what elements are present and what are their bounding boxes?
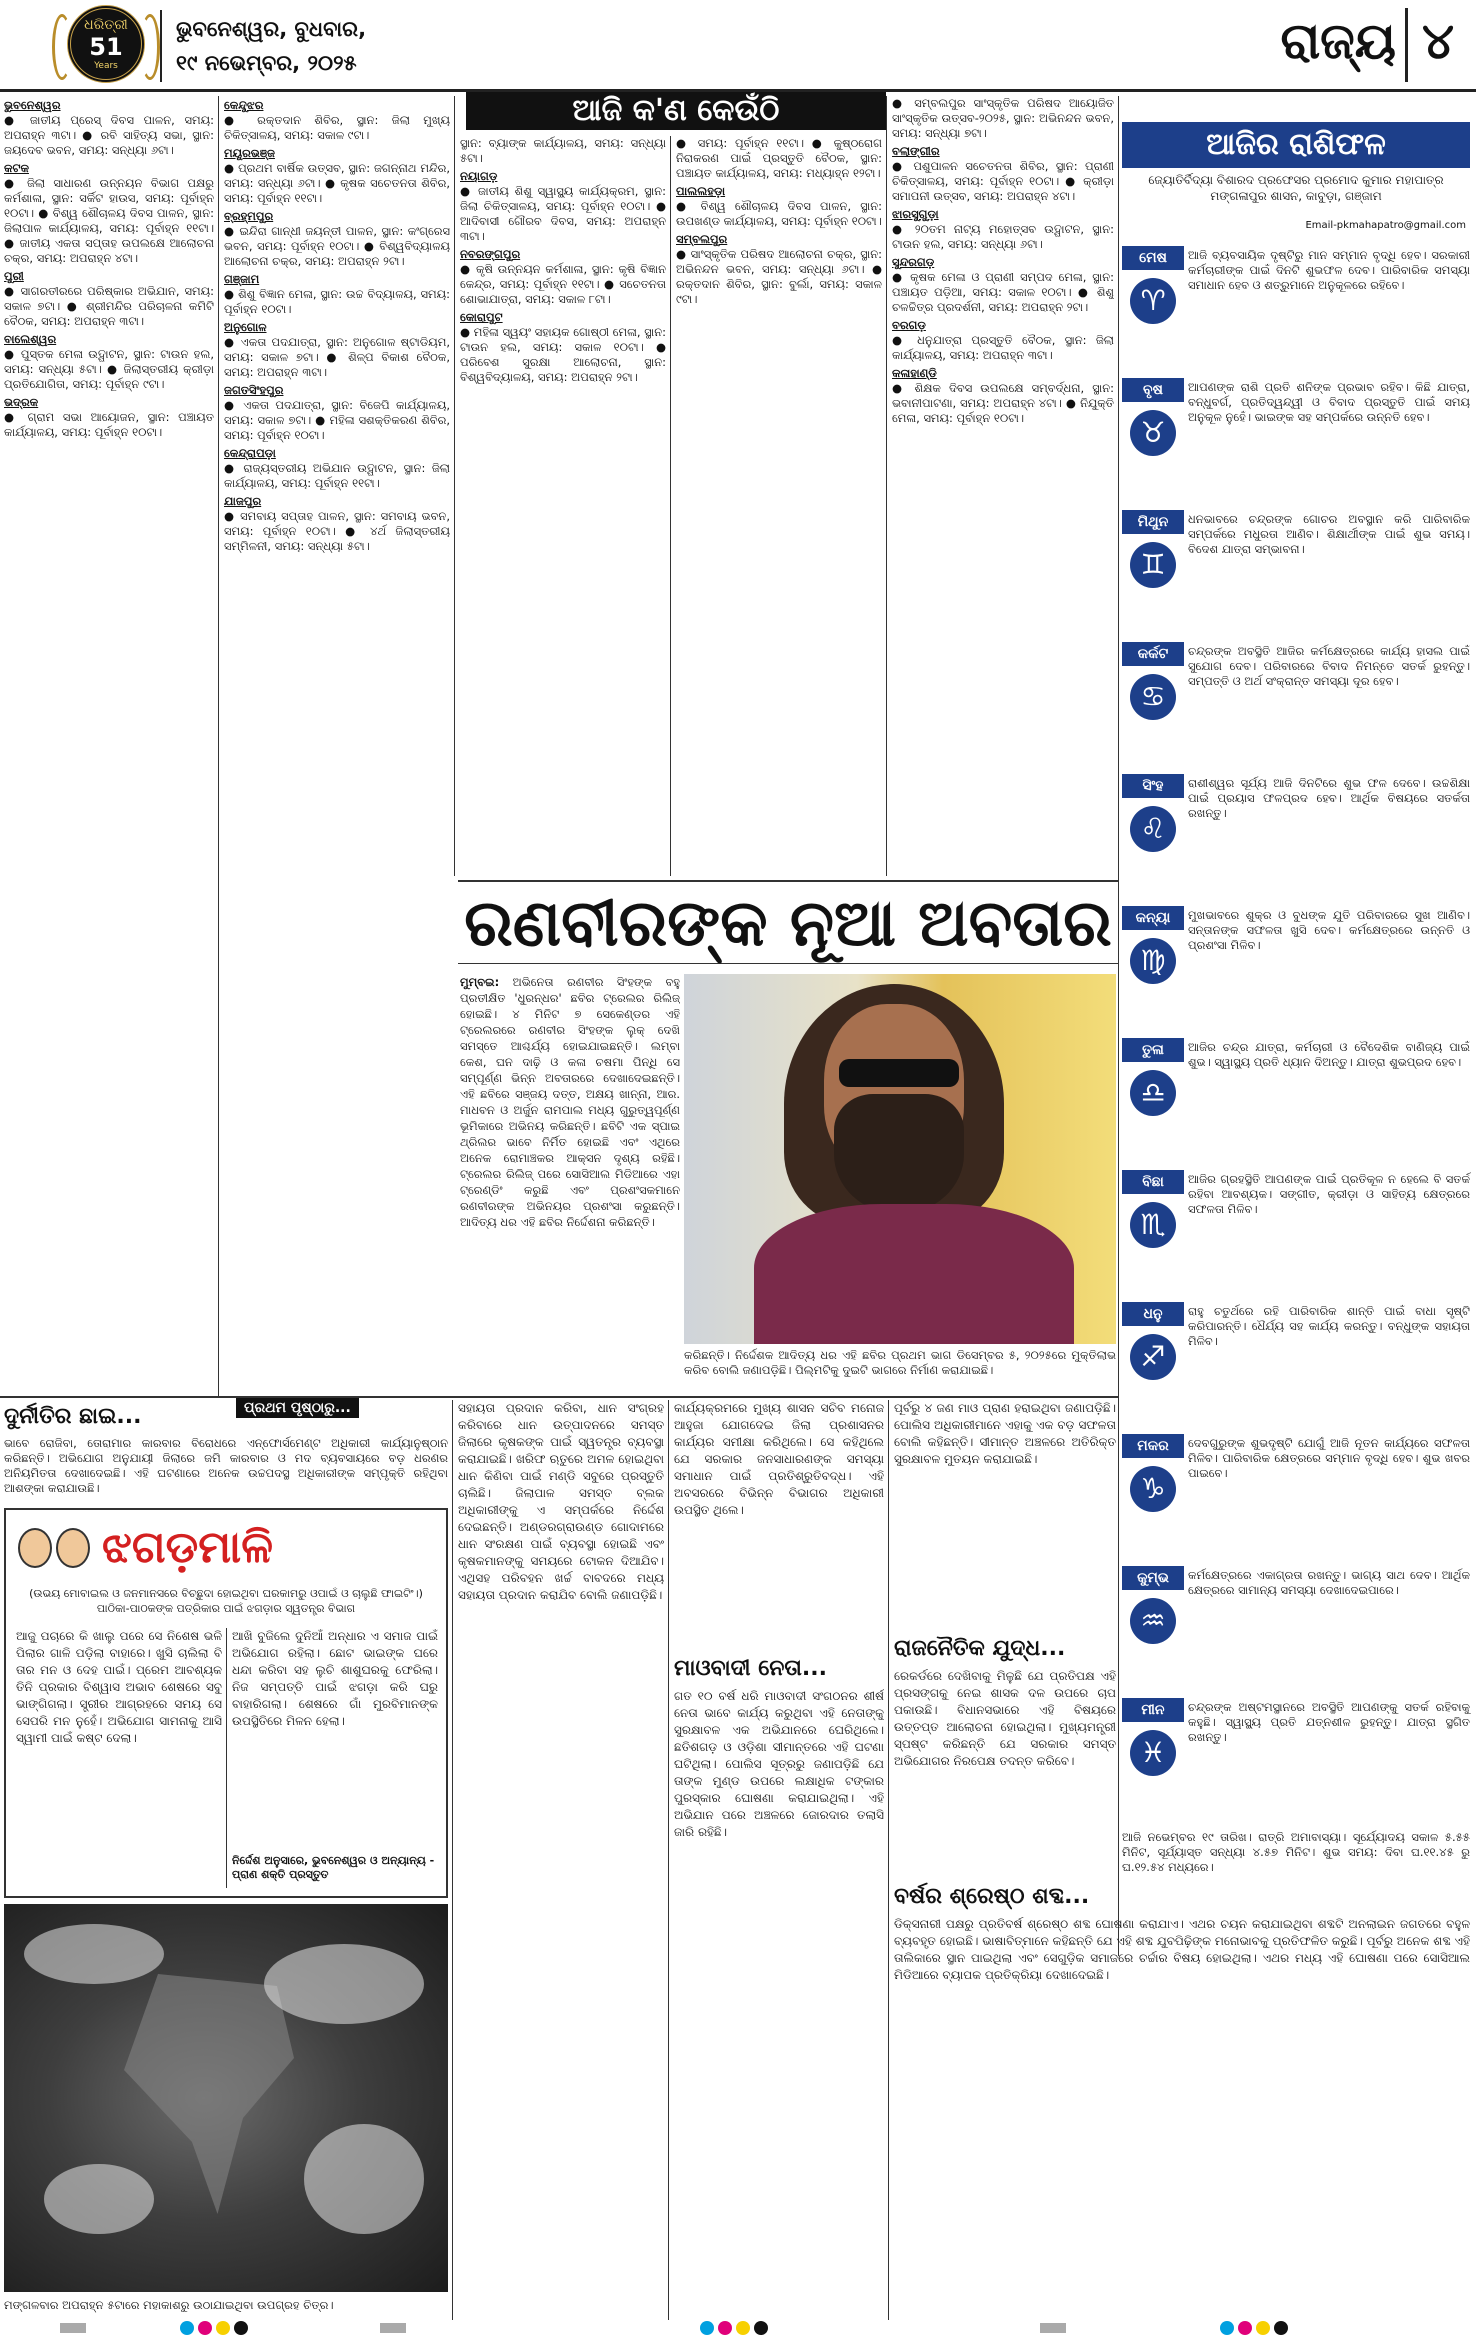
black-mark — [754, 2321, 768, 2335]
event-listing: ● ଗ୍ରାମ ସଭା ଆୟୋଜନ, ସ୍ଥାନ: ପଞ୍ଚାୟତ କାର୍ଯ୍ୟାଳୟ, ସମୟ: ପୂର୍ବାହ୍ନ ୧୦ଟା। — [4, 410, 214, 439]
event-listing: ● ଏକତା ପଦଯାତ୍ରା, ସ୍ଥାନ: ବିଜେପି କାର୍ଯ୍ୟାଳୟ, ସମୟ: ସକାଳ ୭ଟା। ● ମହିଳା ସଶକ୍ତିକରଣ ଶିବିର, ସମୟ: ପୂର୍ବାହ୍ନ ୧୦ଟା। — [224, 398, 450, 442]
divider — [1405, 8, 1408, 82]
print-registration-bar — [0, 2318, 1476, 2339]
zodiac-entry — [1122, 510, 1470, 636]
lower-column-c: ପୂର୍ବରୁ ୪ ଜଣ ମାଓ ପ୍ରାଣ ହରାଇଥିବା ଜଣାପଡ଼ିଛି। ପୋଲିସ ଅଧିକାରୀମାନେ ଏହାକୁ ଏକ ବଡ଼ ସଫଳତା ବୋଲି କହିଛନ୍ତି। ସୀମାନ୍ତ ଅଞ୍ଚଳରେ ଅତିରିକ୍ତ ସୁରକ୍ଷାବଳ ମୁତୟନ କରାଯାଇଛି। — [894, 1401, 1116, 1466]
laurel-icon — [52, 14, 72, 80]
yellow-mark — [1256, 2321, 1270, 2335]
event-listing: ● ମହିଳା ସ୍ୱୟଂ ସହାୟକ ଗୋଷ୍ଠୀ ମେଳା, ସ୍ଥାନ: ଟାଉନ ହଲ, ସମୟ: ସକାଳ ୧୦ଟା। ● ପରିବେଶ ସୁରକ୍ଷା ଆଲୋଚନା, ସ୍ଥାନ: ବିଶ୍ୱବିଦ୍ୟାଳୟ, ସମୟ: ଅପରାହ୍ନ ୨ଟା। — [460, 325, 666, 384]
grey-bar — [380, 2323, 406, 2333]
cyan-mark — [1220, 2321, 1234, 2335]
rajnaitika-body: ରେକର୍ଡରେ ଦେଖିବାକୁ ମିଳୁଛି ଯେ ପ୍ରତିପକ୍ଷ ଏହି ପ୍ରସଙ୍ଗକୁ ନେଇ ଶାସକ ଦଳ ଉପରେ ଚାପ ପକାଉଛି। ବିଧାନସଭାରେ ଏହି ବିଷୟରେ ଉତ୍ତପ୍ତ ଆଲୋଚନା ହୋଇଥିଲା। ମୁଖ୍ୟମନ୍ତ୍ରୀ ସ୍ପଷ୍ଟ କରିଛନ୍ତି ଯେ ସରକାର ସମସ୍ତ ଅଭିଯୋଗର ନିରପେକ୍ଷ ତଦନ୍ତ କରିବେ। — [894, 1669, 1116, 1768]
section-name: ରାଜ୍ୟ — [1280, 12, 1396, 70]
event-place-heading: ବ୍ରହ୍ମପୁର — [224, 209, 274, 223]
event-place-heading: କଳାହାଣ୍ଡି — [892, 366, 937, 380]
cancer-icon: ♋ — [1130, 674, 1176, 720]
event-place-heading: ନବରଙ୍ଗପୁର — [460, 247, 521, 261]
zodiac-prediction: ଦେବଗୁରୁଙ୍କ ଶୁଭଦୃଷ୍ଟି ଯୋଗୁଁ ଆଜି ନୂତନ କାର୍ଯ୍ୟରେ ସଫଳତା ମିଳିବ। ପାରିବାରିକ କ୍ଷେତ୍ରରେ ସମ୍ମାନ ବୃଦ୍ଧି ହେବ। ଶୁଭ ଖବର ପାଇବେ। — [1188, 1436, 1470, 1480]
aquarius-icon: ♒ — [1130, 1598, 1176, 1644]
zodiac-prediction: ଚନ୍ଦ୍ରଙ୍କ ଅଷ୍ଟମସ୍ଥାନରେ ଅବସ୍ଥିତି ଆପଣଙ୍କୁ ସତର୍କ ରହିବାକୁ କହୁଛି। ସ୍ୱାସ୍ଥ୍ୟ ପ୍ରତି ଯତ୍ନଶୀଳ ରୁହନ୍ତୁ। ଯାତ୍ରା ସ୍ଥଗିତ ରଖନ୍ତୁ। — [1188, 1700, 1470, 1744]
event-place-heading: ଜଗତସିଂହପୁର — [224, 383, 284, 397]
gemini-icon: ♊ — [1130, 542, 1176, 588]
zodiac-prediction: ଆଜିର ଗ୍ରହସ୍ଥିତି ଆପଣଙ୍କ ପାଇଁ ପ୍ରତିକୂଳ ନ ହେଲେ ବି ସତର୍କ ରହିବା ଆବଶ୍ୟକ। ସଙ୍ଗୀତ, କ୍ରୀଡ଼ା ଓ ସାହିତ୍ୟ କ୍ଷେତ୍ରରେ ସଫଳତା ମିଳିବ। — [1188, 1172, 1470, 1216]
laurel-icon — [140, 14, 160, 80]
satellite-cloud — [304, 2124, 424, 2234]
magenta-mark — [718, 2321, 732, 2335]
event-place-heading: ଗଞ୍ଜାମ — [224, 272, 260, 286]
lower-column-b: କାର୍ଯ୍ୟକ୍ରମରେ ମୁଖ୍ୟ ଶାସନ ସଚିବ ମନୋଜ ଆହୁଜା ଯୋଗଦେଇ ଜିଲା ପ୍ରଶାସନର କାର୍ଯ୍ୟର ସମୀକ୍ଷା କରିଥିଲେ। ସେ କହିଥିଲେ ଯେ ସରକାର ଜନସାଧାରଣଙ୍କ ସମସ୍ୟା ସମାଧାନ ପାଇଁ ପ୍ରତିଶ୍ରୁତିବଦ୍ଧ। ଏହି ଅବସରରେ ବିଭିନ୍ନ ବିଭାଗର ଅଧିକାରୀ ଉପସ୍ଥିତ ଥିଲେ। — [674, 1401, 884, 1517]
satellite-cloud — [44, 2164, 154, 2234]
event-listing: ● ଜାତୀୟ ପ୍ରେସ୍ ଦିବସ ପାଳନ, ସମୟ: ଅପରାହ୍ନ ୩ଟା। ● ରବି ସାହିତ୍ୟ ସଭା, ସ୍ଥାନ: ଜୟଦେବ ଭବନ, ସମୟ: ସନ୍ଧ୍ୟା ୬ଟା। — [4, 113, 214, 157]
zodiac-prediction: ଆପଣଙ୍କ ରାଶି ପ୍ରତି ଶନିଙ୍କ ପ୍ରଭାବ ରହିବ। କିଛି ଯାତ୍ରା, ବନ୍ଧୁବର୍ଗ, ପ୍ରତିଦ୍ୱନ୍ଦ୍ୱୀ ଓ ବିବାଦ ପ୍ରସ୍ତୁତି ପାଇଁ ସମୟ ଅନୁକୂଳ ନୁହେଁ। ଭାଇଙ୍କ ସହ ସମ୍ପର୍କରେ ଉନ୍ନତି ହେବ। — [1188, 380, 1470, 424]
logo-text: ଧରିତ୍ରୀ — [84, 17, 128, 33]
event-listing: ସ୍ଥାନ: ବ୍ୟାଙ୍କ କାର୍ଯ୍ୟାଳୟ, ସମୟ: ସନ୍ଧ୍ୟା ୫ଟା। — [460, 136, 666, 165]
event-place-heading: ମୟୂରଭଞ୍ଜ — [224, 146, 275, 160]
column-rule — [226, 1628, 227, 1888]
horoscope-title: ଆଜିର ରାଶିଫଳ — [1122, 122, 1470, 168]
virgo-icon: ♍ — [1130, 938, 1176, 984]
continued-tag: ପ୍ରଥମ ପୃଷ୍ଠାରୁ... — [236, 1398, 359, 1418]
zodiac-entry — [1122, 906, 1470, 1032]
ranveer-article — [460, 974, 680, 1392]
jhagadamali-column-a: ଆଜୁ ପଚାରେ କି ଖାଲୁ ପରେ ସେ ନିଶେଷ ଭଳି ପିଲାର ଗାଳି ପଡ଼ିଲା ବାହାରେ। ଖୁସି ଚାଲିଲା ବି ତାର ମନ ଓ ଦେହ ପାଇଁ। ପ୍ରେମ ଆବଶ୍ୟକ ତିନି ପ୍ରକାର ବିଶ୍ୱାସ ଅଭାବ ଶେଷରେ ସବୁ ଭାଙ୍ଗିଗଲା। ସ୍ତ୍ରୀର ଆଗ୍ରହରେ ସମୟ ସେ ସେପରି ମନ ନୁହେଁ। ଅଭିଯୋଗ ସାମନାକୁ ଆସି ସ୍ୱାମୀ ପାଇଁ କଷ୍ଟ ଦେଲା। — [16, 1629, 222, 1745]
barsha-body: ଡିକ୍ସନାରୀ ପକ୍ଷରୁ ପ୍ରତିବର୍ଷ ଶ୍ରେଷ୍ଠ ଶବ୍ଦ ଘୋଷଣା କରାଯାଏ। ଏଥର ଚୟନ କରାଯାଇଥିବା ଶବ୍ଦଟି ଅନଲାଇନ ଜଗତରେ ବହୁଳ ବ୍ୟବହୃତ ହୋଇଛି। ଭାଷାବିତ୍ମାନେ କହିଛନ୍ତି ଯେ ଏହି ଶବ୍ଦ ଯୁବପିଢ଼ିଙ୍କ ମନୋଭାବକୁ ପ୍ରତିଫଳିତ କରୁଛି। ପୂର୍ବରୁ ଅନେକ ଶବ୍ଦ ଏହି ତାଲିକାରେ ସ୍ଥାନ ପାଇଥିଲା ଏବଂ ସେଗୁଡ଼ିକ ସମାଜରେ ଚର୍ଚ୍ଚାର ବିଷୟ ହୋଇଥିଲା। ଏଥର ମଧ୍ୟ ଏହି ଘୋଷଣା ପରେ ସୋସିଆଲ ମିଡିଆରେ ବ୍ୟାପକ ପ୍ରତିକ୍ରିୟା ଦେଖାଦେଇଛି। — [894, 1917, 1470, 1982]
yellow-mark — [736, 2321, 750, 2335]
zodiac-prediction: ଆଜି ବ୍ୟବସାୟିକ ଦୃଷ୍ଟିରୁ ମାନ ସମ୍ମାନ ବୃଦ୍ଧି ହେବ। ସରକାରୀ କର୍ମଚାରୀଙ୍କ ପାଇଁ ଦିନଟି ଶୁଭଫଳ ଦେବ। ପାରିବାରିକ ସମସ୍ୟା ସମାଧାନ ହେବ ଓ ଶତ୍ରୁମାନେ ଅନୁକୂଳରେ ରହିବେ। — [1188, 248, 1470, 292]
page-number: ୪ — [1421, 12, 1454, 70]
event-place-heading: ବରଗଡ଼ — [892, 318, 926, 332]
zodiac-name: ମିଥୁନ — [1122, 510, 1184, 534]
black-mark — [1274, 2321, 1288, 2335]
zodiac-entry — [1122, 1566, 1470, 1692]
article-body: ଅଭିନେତା ରଣବୀର ସିଂହଙ୍କ ବହୁ ପ୍ରତୀକ୍ଷିତ 'ଧୁରନ୍ଧର' ଛବିର ଟ୍ରେଲର ରିଲିଜ୍ ହୋଇଛି। ୪ ମିନିଟ ୭ ସେକେଣ୍ଡର ଏହି ଟ୍ରେଲରରେ ରଣବୀର ସିଂହଙ୍କ ଲୁକ୍ ଦେଖି ସମସ୍ତେ ଆଶ୍ଚର୍ଯ୍ୟ ହୋଇଯାଇଛନ୍ତି। ଲମ୍ବା କେଶ, ଘନ ଦାଢ଼ି ଓ କଳା ଚଷମା ପିନ୍ଧି ସେ ସମ୍ପୂର୍ଣ୍ଣ ଭିନ୍ନ ଅବତାରରେ ଦେଖାଦେଇଛନ୍ତି। ଏହି ଛବିରେ ସଞ୍ଜୟ ଦତ୍ତ, ଅକ୍ଷୟ ଖାନ୍ନା, ଆର. ମାଧବନ ଓ ଅର୍ଜୁନ ରାମପାଲ ମଧ୍ୟ ଗୁରୁତ୍ୱପୂର୍ଣ୍ଣ ଭୂମିକାରେ ଅଭିନୟ କରିଛନ୍ତି। ଛବିଟି ଏକ ସ୍ପାଇ ଥ୍ରିଲର ଭାବେ ନିର୍ମିତ ହୋଇଛି ଏବଂ ଏଥିରେ ଅନେକ ରୋମାଞ୍ଚକର ଆକ୍ସନ ଦୃଶ୍ୟ ରହିଛି। ଟ୍ରେଲର ରିଲିଜ୍ ପରେ ସୋସିଆଲ ମିଡିଆରେ ଏହା ଟ୍ରେଣ୍ଡିଂ କରୁଛି ଏବଂ ପ୍ରଶଂସକମାନେ ରଣବୀରଙ୍କ ଅଭିନୟର ପ୍ରଶଂସା କରୁଛନ୍ତି। ଆଦିତ୍ୟ ଧର ଏହି ଛବିର ନିର୍ଦ୍ଦେଶନା କରିଛନ୍ତି। — [460, 975, 680, 1229]
zodiac-name: ମକର — [1122, 1434, 1184, 1458]
satellite-cloud — [24, 1924, 164, 1984]
jhagadamali-title: ଝଗଡ଼ମାଳି — [102, 1522, 273, 1573]
events-column-1 — [4, 96, 214, 1396]
column-rule — [454, 96, 455, 876]
event-listing: ● ପଶୁପାଳନ ସଚେତନତା ଶିବିର, ସ୍ଥାନ: ପ୍ରାଣୀ ଚିକିତ୍ସାଳୟ, ସମୟ: ପୂର୍ବାହ୍ନ ୧୦ଟା। ● କ୍ରୀଡ଼ା ସମାପନୀ ଉତ୍ସବ, ସମୟ: ଅପରାହ୍ନ ୪ଟା। — [892, 159, 1114, 203]
event-listing: ● ୨୦ତମ ନାଟ୍ୟ ମହୋତ୍ସବ ଉଦ୍ଘାଟନ, ସ୍ଥାନ: ଟାଉନ ହଲ, ସମୟ: ସନ୍ଧ୍ୟା ୬ଟା। — [892, 222, 1114, 251]
leo-icon: ♌ — [1130, 806, 1176, 852]
zodiac-prediction: ମୁଖଭାବରେ ଶୁକ୍ର ଓ ବୁଧଙ୍କ ଯୁତି ପରିବାରରେ ସୁଖ ଆଣିବ। ସନ୍ତାନଙ୍କ ସଫଳତା ଖୁସି ଦେବ। କର୍ମକ୍ଷେତ୍ରରେ ଉନ୍ନତି ଓ ପ୍ରଶଂସା ମିଳିବ। — [1188, 908, 1470, 952]
event-listing: ● ସମୟ: ପୂର୍ବାହ୍ନ ୧୧ଟା। ● କୁଷ୍ଠରୋଗ ନିରାକରଣ ପାଇଁ ପ୍ରସ୍ତୁତି ବୈଠକ, ସ୍ଥାନ: ପଞ୍ଚାୟତ କାର୍ଯ୍ୟାଳୟ, ସମୟ: ମଧ୍ୟାହ୍ନ ୧୨ଟା। — [676, 136, 882, 180]
event-place-heading: କେନ୍ଦୁଝର — [224, 98, 264, 112]
zodiac-name: ଧନୁ — [1122, 1302, 1184, 1326]
zodiac-prediction: କର୍ମକ୍ଷେତ୍ରରେ ଏକାଗ୍ରତା ରଖନ୍ତୁ। ଭାଗ୍ୟ ସାଥ ଦେବ। ଆର୍ଥିକ କ୍ଷେତ୍ରରେ ସାମାନ୍ୟ ସମସ୍ୟା ଦେଖାଦେଇପାରେ। — [1188, 1568, 1470, 1597]
cartoon-faces — [16, 1520, 96, 1580]
magenta-mark — [1238, 2321, 1252, 2335]
zodiac-prediction: ରାହୁ ଚତୁର୍ଥରେ ରହି ପାରିବାରିକ ଶାନ୍ତି ପାଇଁ ବାଧା ସୃଷ୍ଟି କରିପାରନ୍ତି। ଧୈର୍ଯ୍ୟ ସହ କାର୍ଯ୍ୟ କରନ୍ତୁ। ବନ୍ଧୁଙ୍କ ସହାୟତା ମିଳିବ। — [1188, 1304, 1470, 1348]
durniti-body: ଭାବେ ରୋଜିବା, ତୋରାମାର କାରବାର ବିରୋଧରେ ଏନ୍ଫୋର୍ସମେଣ୍ଟ ଅଧିକାରୀ କାର୍ଯ୍ୟାନୁଷ୍ଠାନ କରିଛନ୍ତି। ଅଭିଯୋଗ ଅନୁଯାୟୀ ଜିଲାରେ ଜମି କାରବାର ଓ ମଦ ବ୍ୟବସାୟରେ ବଡ଼ ଧରଣର ଅନିୟମିତତା ଦେଖାଦେଇଛି। ଏହି ଘଟଣାରେ ଅନେକ ଉଚ୍ଚପଦସ୍ଥ ଅଧିକାରୀଙ୍କ ସମ୍ପୃକ୍ତି ରହିଥିବା ଆଶଙ୍କା କରାଯାଉଛି। — [4, 1436, 448, 1495]
events-column-4 — [676, 136, 882, 876]
event-listing: ● ରକ୍ତଦାନ ଶିବିର, ସ୍ଥାନ: ଜିଲା ମୁଖ୍ୟ ଚିକିତ୍ସାଳୟ, ସମୟ: ସକାଳ ୯ଟା। — [224, 113, 450, 142]
zodiac-prediction: ଆଜିର ଚନ୍ଦ୍ର ଯାତ୍ରା, କର୍ମଚାରୀ ଓ ବୈଦେଶିକ ବାଣିଜ୍ୟ ପାଇଁ ଶୁଭ। ସ୍ୱାସ୍ଥ୍ୟ ପ୍ରତି ଧ୍ୟାନ ଦିଅନ୍ତୁ। ଯାତ୍ରା ଶୁଭପ୍ରଦ ହେବ। — [1188, 1040, 1470, 1069]
astrologer-email: Email-pkmahapatro@gmail.com — [1305, 220, 1466, 231]
event-place-heading: କେନ୍ଦ୍ରାପଡ଼ା — [224, 446, 276, 460]
zodiac-entry — [1122, 1698, 1470, 1824]
pisces-icon: ♓ — [1130, 1730, 1176, 1776]
cartoon-face-icon — [18, 1528, 52, 1568]
zodiac-name: ତୁଳା — [1122, 1038, 1184, 1062]
event-listing: ● ଜିଲା ସାଧାରଣ ଉନ୍ନୟନ ବିଭାଗ ପକ୍ଷରୁ କର୍ମଶାଳା, ସ୍ଥାନ: ସର୍କିଟ ହାଉସ, ସମୟ: ପୂର୍ବାହ୍ନ ୧୦ଟା। ● ବିଶ୍ୱ ଶୌଚାଳୟ ଦିବସ ପାଳନ, ସ୍ଥାନ: ଜିଲାପାଳ କାର୍ଯ୍ୟାଳୟ, ସମୟ: ପୂର୍ବାହ୍ନ ୧୧ଟା। ● ଜାତୀୟ ଏକତା ସପ୍ତାହ ଉପଲକ୍ଷେ ଆଲୋଚନା ଚକ୍ର, ସମୟ: ଅପରାହ୍ନ ୪ଟା। — [4, 176, 214, 265]
event-place-heading: ସମ୍ବଲପୁର — [676, 232, 728, 246]
events-column-3 — [460, 136, 666, 876]
photo-shirt — [754, 1204, 1074, 1344]
event-place-heading: ଅନୁଗୋଳ — [224, 320, 267, 334]
yellow-mark — [216, 2321, 230, 2335]
zodiac-name: ମୀନ — [1122, 1698, 1184, 1722]
event-listing: ● ଶିକ୍ଷକ ଦିବସ ଉପଲକ୍ଷେ ସମ୍ବର୍ଦ୍ଧନା, ସ୍ଥାନ: ଭବାନୀପାଟଣା, ସମୟ: ଅପରାହ୍ନ ୪ଟା। ● ନିଯୁକ୍ତି ମେଳା, ସମୟ: ପୂର୍ବାହ୍ନ ୧୦ଟା। — [892, 381, 1114, 425]
event-listing: ● ଜାତୀୟ ଶିଶୁ ସ୍ୱାସ୍ଥ୍ୟ କାର୍ଯ୍ୟକ୍ରମ, ସ୍ଥାନ: ଜିଲା ଚିକିତ୍ସାଳୟ, ସମୟ: ପୂର୍ବାହ୍ନ ୧୦ଟା। ● ଆଦିବାସୀ ଗୌରବ ଦିବସ, ସମୟ: ଅପରାହ୍ନ ୩ଟା। — [460, 184, 666, 243]
maobadi-headline: ମାଓବାଦୀ ନେତା... — [674, 1656, 827, 1681]
satellite-caption: ମଙ୍ଗଳବାର ଅପରାହ୍ନ ୫ଟାରେ ମହାକାଶରୁ ଉଠାଯାଇଥିବା ଉପଗ୍ରହ ଚିତ୍ର। — [4, 2298, 334, 2312]
maobadi-body: ଗତ ୧୦ ବର୍ଷ ଧରି ମାଓବାଦୀ ସଂଗଠନର ଶୀର୍ଷ ନେତା ଭାବେ କାର୍ଯ୍ୟ କରୁଥିବା ଏହି ନେତାଙ୍କୁ ସୁରକ୍ଷାବଳ ଏକ ଅଭିଯାନରେ ଘେରିଥିଲେ। ଛତିଶଗଡ଼ ଓ ଓଡ଼ିଶା ସୀମାନ୍ତରେ ଏହି ଘଟଣା ଘଟିଥିଲା। ପୋଲିସ ସୂତ୍ରରୁ ଜଣାପଡ଼ିଛି ଯେ ତାଙ୍କ ମୁଣ୍ଡ ଉପରେ ଲକ୍ଷାଧିକ ଟଙ୍କାର ପୁରସ୍କାର ଘୋଷଣା କରାଯାଇଥିଲା। ଏହି ଅଭିଯାନ ପରେ ଅଞ୍ଚଳରେ ଜୋରଦାର ତଲାସି ଜାରି ରହିଛି। — [674, 1689, 884, 1839]
dateline-place-day: ଭୁବନେଶ୍ୱର, ବୁଧବାର, — [176, 17, 367, 41]
zodiac-entry — [1122, 774, 1470, 900]
event-listing: ● ଏକତା ପଦଯାତ୍ରା, ସ୍ଥାନ: ଅନୁଗୋଳ ଷ୍ଟାଡିୟମ, ସମୟ: ସକାଳ ୭ଟା। ● ଶିଳ୍ପ ବିକାଶ ବୈଠକ, ସମୟ: ଅପରାହ୍ନ ୩ଟା। — [224, 335, 450, 379]
zodiac-entry — [1122, 1038, 1470, 1164]
event-place-heading: ପାଲଲହଡ଼ା — [676, 184, 726, 198]
event-listing: ● ସାଗରତୀରରେ ପରିଷ୍କାର ଅଭିଯାନ, ସମୟ: ସକାଳ ୭ଟା। ● ଶ୍ରୀମନ୍ଦିର ପରିଚାଳନା କମିଟି ବୈଠକ, ସମୟ: ଅପରାହ୍ନ ୩ଟା। — [4, 284, 214, 328]
jhagadamali-signature: ନିର୍ଦ୍ଦେଶ ଅନୁସାରେ, ଭୁବନେଶ୍ୱର ଓ ଅନ୍ୟାନ୍ୟ - ପ୍ରାଣ ଶକ୍ତି ପ୍ରସ୍ତୁତ — [232, 1854, 435, 1881]
event-listing: ● ସମବାୟ ସପ୍ତାହ ପାଳନ, ସ୍ଥାନ: ସମବାୟ ଭବନ, ସମୟ: ପୂର୍ବାହ୍ନ ୧୦ଟା। ● ୪ର୍ଥ ଜିଲାସ୍ତରୀୟ ସମ୍ମିଳନୀ, ସମୟ: ସନ୍ଧ୍ୟା ୫ଟା। — [224, 509, 450, 553]
jhagadamali-box — [4, 1508, 448, 1898]
event-place-heading: ସୁନ୍ଦରଗଡ଼ — [892, 255, 935, 269]
black-mark — [234, 2321, 248, 2335]
zodiac-name: ବିଛା — [1122, 1170, 1184, 1194]
zodiac-prediction: ଧନଭାବରେ ଚନ୍ଦ୍ରଙ୍କ ଗୋଚର ଅବସ୍ଥାନ କରି ପାରିବାରିକ ସମ୍ପର୍କରେ ମଧୁରତା ଆଣିବ। ଶିକ୍ଷାର୍ଥୀଙ୍କ ପାଇଁ ଶୁଭ ସମୟ। ବିଦେଶ ଯାତ୍ରା ସମ୍ଭାବନା। — [1188, 512, 1470, 556]
zodiac-entry — [1122, 1170, 1470, 1296]
event-place-heading: ନୟାଗଡ଼ — [460, 169, 498, 183]
event-place-heading: ବଲାଙ୍ଗୀର — [892, 144, 940, 158]
event-listing: ● ବିଶ୍ୱ ଶୌଚାଳୟ ଦିବସ ପାଳନ, ସ୍ଥାନ: ଉପଖଣ୍ଡ କାର୍ଯ୍ୟାଳୟ, ସମୟ: ପୂର୍ବାହ୍ନ ୧୦ଟା। — [676, 199, 882, 228]
zodiac-entry — [1122, 246, 1470, 372]
event-listing: ● ଧନୁଯାତ୍ରା ପ୍ରସ୍ତୁତି ବୈଠକ, ସ୍ଥାନ: ଜିଲା କାର୍ଯ୍ୟାଳୟ, ସମୟ: ଅପରାହ୍ନ ୩ଟା। — [892, 333, 1114, 362]
logo-number: 51 — [89, 33, 123, 61]
zodiac-name: ବୃଷ — [1122, 378, 1184, 402]
article-dateline: ମୁମ୍ବଇ: — [460, 975, 500, 989]
event-place-heading: ଭୁବନେଶ୍ୱର — [4, 98, 61, 112]
event-listing: ● କୃଷି ଉନ୍ନୟନ କର୍ମଶାଳା, ସ୍ଥାନ: କୃଷି ବିଜ୍ଞାନ କେନ୍ଦ୍ର, ସମୟ: ପୂର୍ବାହ୍ନ ୧୧ଟା। ● ସଚେତନତା ଶୋଭାଯାତ୍ରା, ସମୟ: ସକାଳ ୮ଟା। — [460, 262, 666, 306]
aji-kana-keunthi-title: ଆଜି କ'ଣ କେଉଁଠି — [466, 92, 886, 130]
event-place-heading: କୋରାପୁଟ — [460, 310, 503, 324]
astrologer-name: ଜ୍ୟୋତିର୍ବିଦ୍ୟା ବିଶାରଦ ପ୍ରଫେସର ପ୍ରମୋଦ କୁମାର ମହାପାତ୍ର — [1148, 173, 1444, 187]
zodiac-entry — [1122, 642, 1470, 768]
event-listing: ● ପୁସ୍ତକ ମେଳା ଉଦ୍ଘାଟନ, ସ୍ଥାନ: ଟାଉନ ହଲ, ସମୟ: ସନ୍ଧ୍ୟା ୫ଟା। ● ଜିଲାସ୍ତରୀୟ କ୍ରୀଡ଼ା ପ୍ରତିଯୋଗିତା, ସମୟ: ପୂର୍ବାହ୍ନ ୯ଟା। — [4, 347, 214, 391]
column-rule — [1118, 96, 1119, 1956]
zodiac-name: ସିଂହ — [1122, 774, 1184, 798]
sagittarius-icon: ♐ — [1130, 1334, 1176, 1380]
section-rule — [0, 1396, 1118, 1398]
magenta-mark — [198, 2321, 212, 2335]
ranveer-photo — [684, 974, 1116, 1344]
satellite-image — [4, 1904, 448, 2292]
column-rule — [452, 1400, 453, 2320]
astrologer-address: ମଙ୍ଗଳାପୁର ଶାସନ, କାବୁଡ଼ା, ଗଞ୍ଜାମ — [1210, 189, 1382, 203]
jhagadamali-column-b: ଆଖି ବୁଜିଲେ ଦୁନିଆଁ ଅନ୍ଧାର ଏ ସମାଜ ପାଇଁ ଅଭିଯୋଗ ରହିଲା। ଛୋଟ ଭାଇଙ୍କ ଘରେ ଧନ୍ଦା କରିବା ସହ ଲୁଚି ଶାଶୁଘରକୁ ଫେରିଲା। ନିଜ ସମ୍ପତ୍ତି ପାଇଁ ଝଗଡ଼ା କରି ଘରୁ ବାହାରିଗଲା। ଶେଷରେ ଗାଁ ମୁରବିମାନଙ୍କ ଉପସ୍ଥିତିରେ ମିଳନ ହେଲା। — [232, 1629, 438, 1728]
jhagadamali-subtitle: (ଉଭୟ ମୋବାଇଲ ଓ ଜନମାନସରେ ବିଚ୍ଛୁଦା ହୋଇଥିବା ଘରକାମରୁ ଓପାଇଁ ଓ ଚାଲୁଛି ଫାଇଟିଂ।) ପାଠିକା-ପାଠକଙ୍କ ପତ୍ରିକାର ପାଇଁ ଝଗଡ଼ାର ସ୍ୱତନ୍ତ୍ର ବିଭାଗ — [29, 1587, 423, 1615]
event-place-heading: ପୁରୀ — [4, 269, 24, 283]
column-rule — [218, 96, 219, 1396]
libra-icon: ♎ — [1130, 1070, 1176, 1116]
horoscope-credit — [1122, 172, 1470, 204]
aries-icon: ♈ — [1130, 278, 1176, 324]
column-rule — [886, 96, 887, 876]
zodiac-name: କନ୍ୟା — [1122, 906, 1184, 930]
taurus-icon: ♉ — [1130, 410, 1176, 456]
event-place-heading: ବାଲେଶ୍ୱର — [4, 332, 57, 346]
satellite-landmass — [124, 1974, 294, 2214]
ranveer-headline: ରଣବୀରଙ୍କ ନୂଆ ଅବତାର — [458, 880, 1118, 964]
event-listing: ● ଇନ୍ଦିରା ଗାନ୍ଧୀ ଜୟନ୍ତୀ ପାଳନ, ସ୍ଥାନ: କଂଗ୍ରେସ ଭବନ, ସମୟ: ପୂର୍ବାହ୍ନ ୧୦ଟା। ● ବିଶ୍ୱବିଦ୍ୟାଳୟ ଆଲୋଚନା ଚକ୍ର, ସମୟ: ଅପରାହ୍ନ ୨ଟା। — [224, 224, 450, 268]
zodiac-name: ମେଷ — [1122, 246, 1184, 270]
masthead — [0, 0, 1476, 92]
dateline — [176, 12, 366, 80]
event-listing: ● ରାଜ୍ୟସ୍ତରୀୟ ଅଭିଯାନ ଉଦ୍ଘାଟନ, ସ୍ଥାନ: ଜିଲା କାର୍ଯ୍ୟାଳୟ, ସମୟ: ପୂର୍ବାହ୍ନ ୧୧ଟା। — [224, 461, 450, 490]
grey-bar — [1040, 2323, 1066, 2333]
lower-column-a: ସହାୟତା ପ୍ରଦାନ କରିବା, ଧାନ ସଂଗ୍ରହ କରିବାରେ ଧାନ ଉତ୍ପାଦନରେ ସମସ୍ତ ଜିଲାରେ କୃଷକଙ୍କ ପାଇଁ ସ୍ୱତନ୍ତ୍ର ବ୍ୟବସ୍ଥା କରାଯାଇଛି। ଖରିଫ ଋତୁରେ ଅମଳ ହୋଇଥିବା ଧାନ କିଣିବା ପାଇଁ ମଣ୍ଡି ସବୁରେ ପ୍ରସ୍ତୁତି ଚାଲିଛି। ଜିଲାପାଳ ସମସ୍ତ ବ୍ଲକ ଅଧିକାରୀଙ୍କୁ ଏ ସମ୍ପର୍କରେ ନିର୍ଦ୍ଦେଶ ଦେଇଛନ୍ତି। ଅଣ୍ଡରଗ୍ରାଉଣ୍ଡ ଗୋଦାମରେ ଧାନ ସଂରକ୍ଷଣ ପାଇଁ ବ୍ୟବସ୍ଥା ହୋଇଛି ଏବଂ କୃଷକମାନଙ୍କୁ ସମୟରେ ଟୋକନ ଦିଆଯିବ। ଏଥିସହ ପରିବହନ ଖର୍ଚ୍ଚ ବାବଦରେ ମଧ୍ୟ ସହାୟତା ପ୍ରଦାନ କରାଯିବ ବୋଲି ଜଣାପଡ଼ିଛି। — [458, 1401, 664, 1602]
logo-years: Years — [94, 61, 118, 71]
event-listing: ● ସାଂସ୍କୃତିକ ପରିଷଦ ଆଲୋଚନା ଚକ୍ର, ସ୍ଥାନ: ଅଭିନନ୍ଦନ ଭବନ, ସମୟ: ସନ୍ଧ୍ୟା ୬ଟା। ● ରକ୍ତଦାନ ଶିବିର, ସ୍ଥାନ: ବୁର୍ଲା, ସମୟ: ସକାଳ ୯ଟା। — [676, 247, 882, 306]
anniversary-badge — [67, 5, 145, 83]
barsha-headline: ବର୍ଷର ଶ୍ରେଷ୍ଠ ଶବ୍ଦ... — [894, 1884, 1090, 1909]
scorpio-icon: ♏ — [1130, 1202, 1176, 1248]
horoscope-section — [1122, 118, 1470, 1953]
panjika-text: ଆଜି ନଭେମ୍ବର ୧୯ ତାରିଖ। ରାତ୍ରି ଅମାବାସ୍ୟା। ସୂର୍ଯ୍ୟୋଦୟ ସକାଳ ୫.୫୫ ମିନିଟ, ସୂର୍ଯ୍ୟାସ୍ତ ସନ୍ଧ୍ୟା ୪.୫୭ ମିନିଟ। ଶୁଭ ସମୟ: ଦିବା ଘ.୧୧.୪୫ ରୁ ଘ.୧୨.୫୪ ମଧ୍ୟରେ। — [1122, 1830, 1470, 1874]
grey-bar — [60, 2323, 86, 2333]
capricorn-icon: ♑ — [1130, 1466, 1176, 1512]
event-listing: ● ସମ୍ବଲପୁର ସାଂସ୍କୃତିକ ପରିଷଦ ଆୟୋଜିତ ସାଂସ୍କୃତିକ ଉତ୍ସବ-୨୦୨୫, ସ୍ଥାନ: ଅଭିନନ୍ଦନ ଭବନ, ସମୟ: ସନ୍ଧ୍ୟା ୭ଟା। — [892, 96, 1114, 140]
event-listing: ● ଶିଶୁ ବିଜ୍ଞାନ ମେଳା, ସ୍ଥାନ: ଉଚ୍ଚ ବିଦ୍ୟାଳୟ, ସମୟ: ପୂର୍ବାହ୍ନ ୧୦ଟା। — [224, 287, 450, 316]
zodiac-entry — [1122, 1434, 1470, 1560]
cartoon-face-icon — [56, 1528, 90, 1568]
dateline-date: ୧୯ ନଭେମ୍ବର, ୨୦୨୫ — [176, 51, 357, 75]
photo-beard — [834, 1094, 964, 1214]
cyan-mark — [180, 2321, 194, 2335]
divider — [160, 10, 162, 82]
event-place-heading: ଯାଜପୁର — [224, 494, 262, 508]
ranveer-article-end: କରିଛନ୍ତି। ନିର୍ଦ୍ଦେଶକ ଆଦିତ୍ୟ ଧର ଏହି ଛବିର ପ୍ରଥମ ଭାଗ ଡିସେମ୍ବର ୫, ୨୦୨୫ରେ ମୁକ୍ତିଲାଭ କରିବ ବୋଲି ଜଣାପଡ଼ିଛି। ପିଲ୍ମଟିକୁ ଦୁଇଟି ଭାଗରେ ନିର୍ମାଣ କରାଯାଇଛି। — [684, 1348, 1116, 1377]
event-place-heading: ଝାରସୁଗୁଡ଼ା — [892, 207, 939, 221]
column-rule — [670, 136, 671, 876]
event-place-heading: କଟକ — [4, 161, 29, 175]
zodiac-prediction: ରାଶୀଶ୍ୱର ସୂର୍ଯ୍ୟ ଆଜି ଦିନଟିରେ ଶୁଭ ଫଳ ଦେବେ। ଉଚ୍ଚଶିକ୍ଷା ପାଇଁ ପ୍ରୟାସ ଫଳପ୍ରଦ ହେବ। ଆର୍ଥିକ ବିଷୟରେ ସତର୍କତା ରଖନ୍ତୁ। — [1188, 776, 1470, 820]
zodiac-prediction: ଚନ୍ଦ୍ରଙ୍କ ଅବସ୍ଥିତି ଆଜିର କର୍ମକ୍ଷେତ୍ରରେ କାର୍ଯ୍ୟ ହାସଲ ପାଇଁ ସୁଯୋଗ ଦେବ। ପରିବାରରେ ବିବାଦ ନିମନ୍ତେ ସତର୍କ ରୁହନ୍ତୁ। ସମ୍ପତ୍ତି ଓ ଅର୍ଥ ସଂକ୍ରାନ୍ତ ସମସ୍ୟା ଦୂର ହେବ। — [1188, 644, 1470, 688]
column-rule — [668, 1400, 669, 2320]
newspaper-logo — [52, 4, 160, 84]
event-place-heading: ଭଦ୍ରକ — [4, 395, 39, 409]
zodiac-name: କର୍କଟ — [1122, 642, 1184, 666]
rajnaitika-headline: ରାଜନୈତିକ ଯୁଦ୍ଧ... — [894, 1636, 1066, 1661]
photo-sunglasses — [839, 1059, 959, 1087]
durniti-headline: ଦୁର୍ନୀତିର ଛାଇ... — [4, 1404, 142, 1429]
zodiac-entry — [1122, 1302, 1470, 1428]
event-listing: ● କୃଷକ ମେଳା ଓ ପ୍ରାଣୀ ସମ୍ପଦ ମେଳା, ସ୍ଥାନ: ପଞ୍ଚାୟତ ପଡ଼ିଆ, ସମୟ: ସକାଳ ୧୦ଟା। ● ଶିଶୁ ଚଳଚ୍ଚିତ୍ର ପ୍ରଦର୍ଶନୀ, ସମୟ: ଅପରାହ୍ନ ୨ଟା। — [892, 270, 1114, 314]
cyan-mark — [700, 2321, 714, 2335]
zodiac-name: କୁମ୍ଭ — [1122, 1566, 1184, 1590]
events-column-2 — [224, 96, 450, 1396]
column-rule — [888, 1400, 889, 2320]
satellite-cloud — [264, 1944, 424, 2024]
event-listing: ● ପ୍ରଥମ ବାର୍ଷିକ ଉତ୍ସବ, ସ୍ଥାନ: ଜଗନ୍ନାଥ ମନ୍ଦିର, ସମୟ: ସନ୍ଧ୍ୟା ୬ଟା। ● କୃଷକ ସଚେତନତା ଶିବିର, ସମୟ: ପୂର୍ବାହ୍ନ ୧୧ଟା। — [224, 161, 450, 205]
zodiac-entry — [1122, 378, 1470, 504]
events-column-5 — [892, 96, 1114, 876]
